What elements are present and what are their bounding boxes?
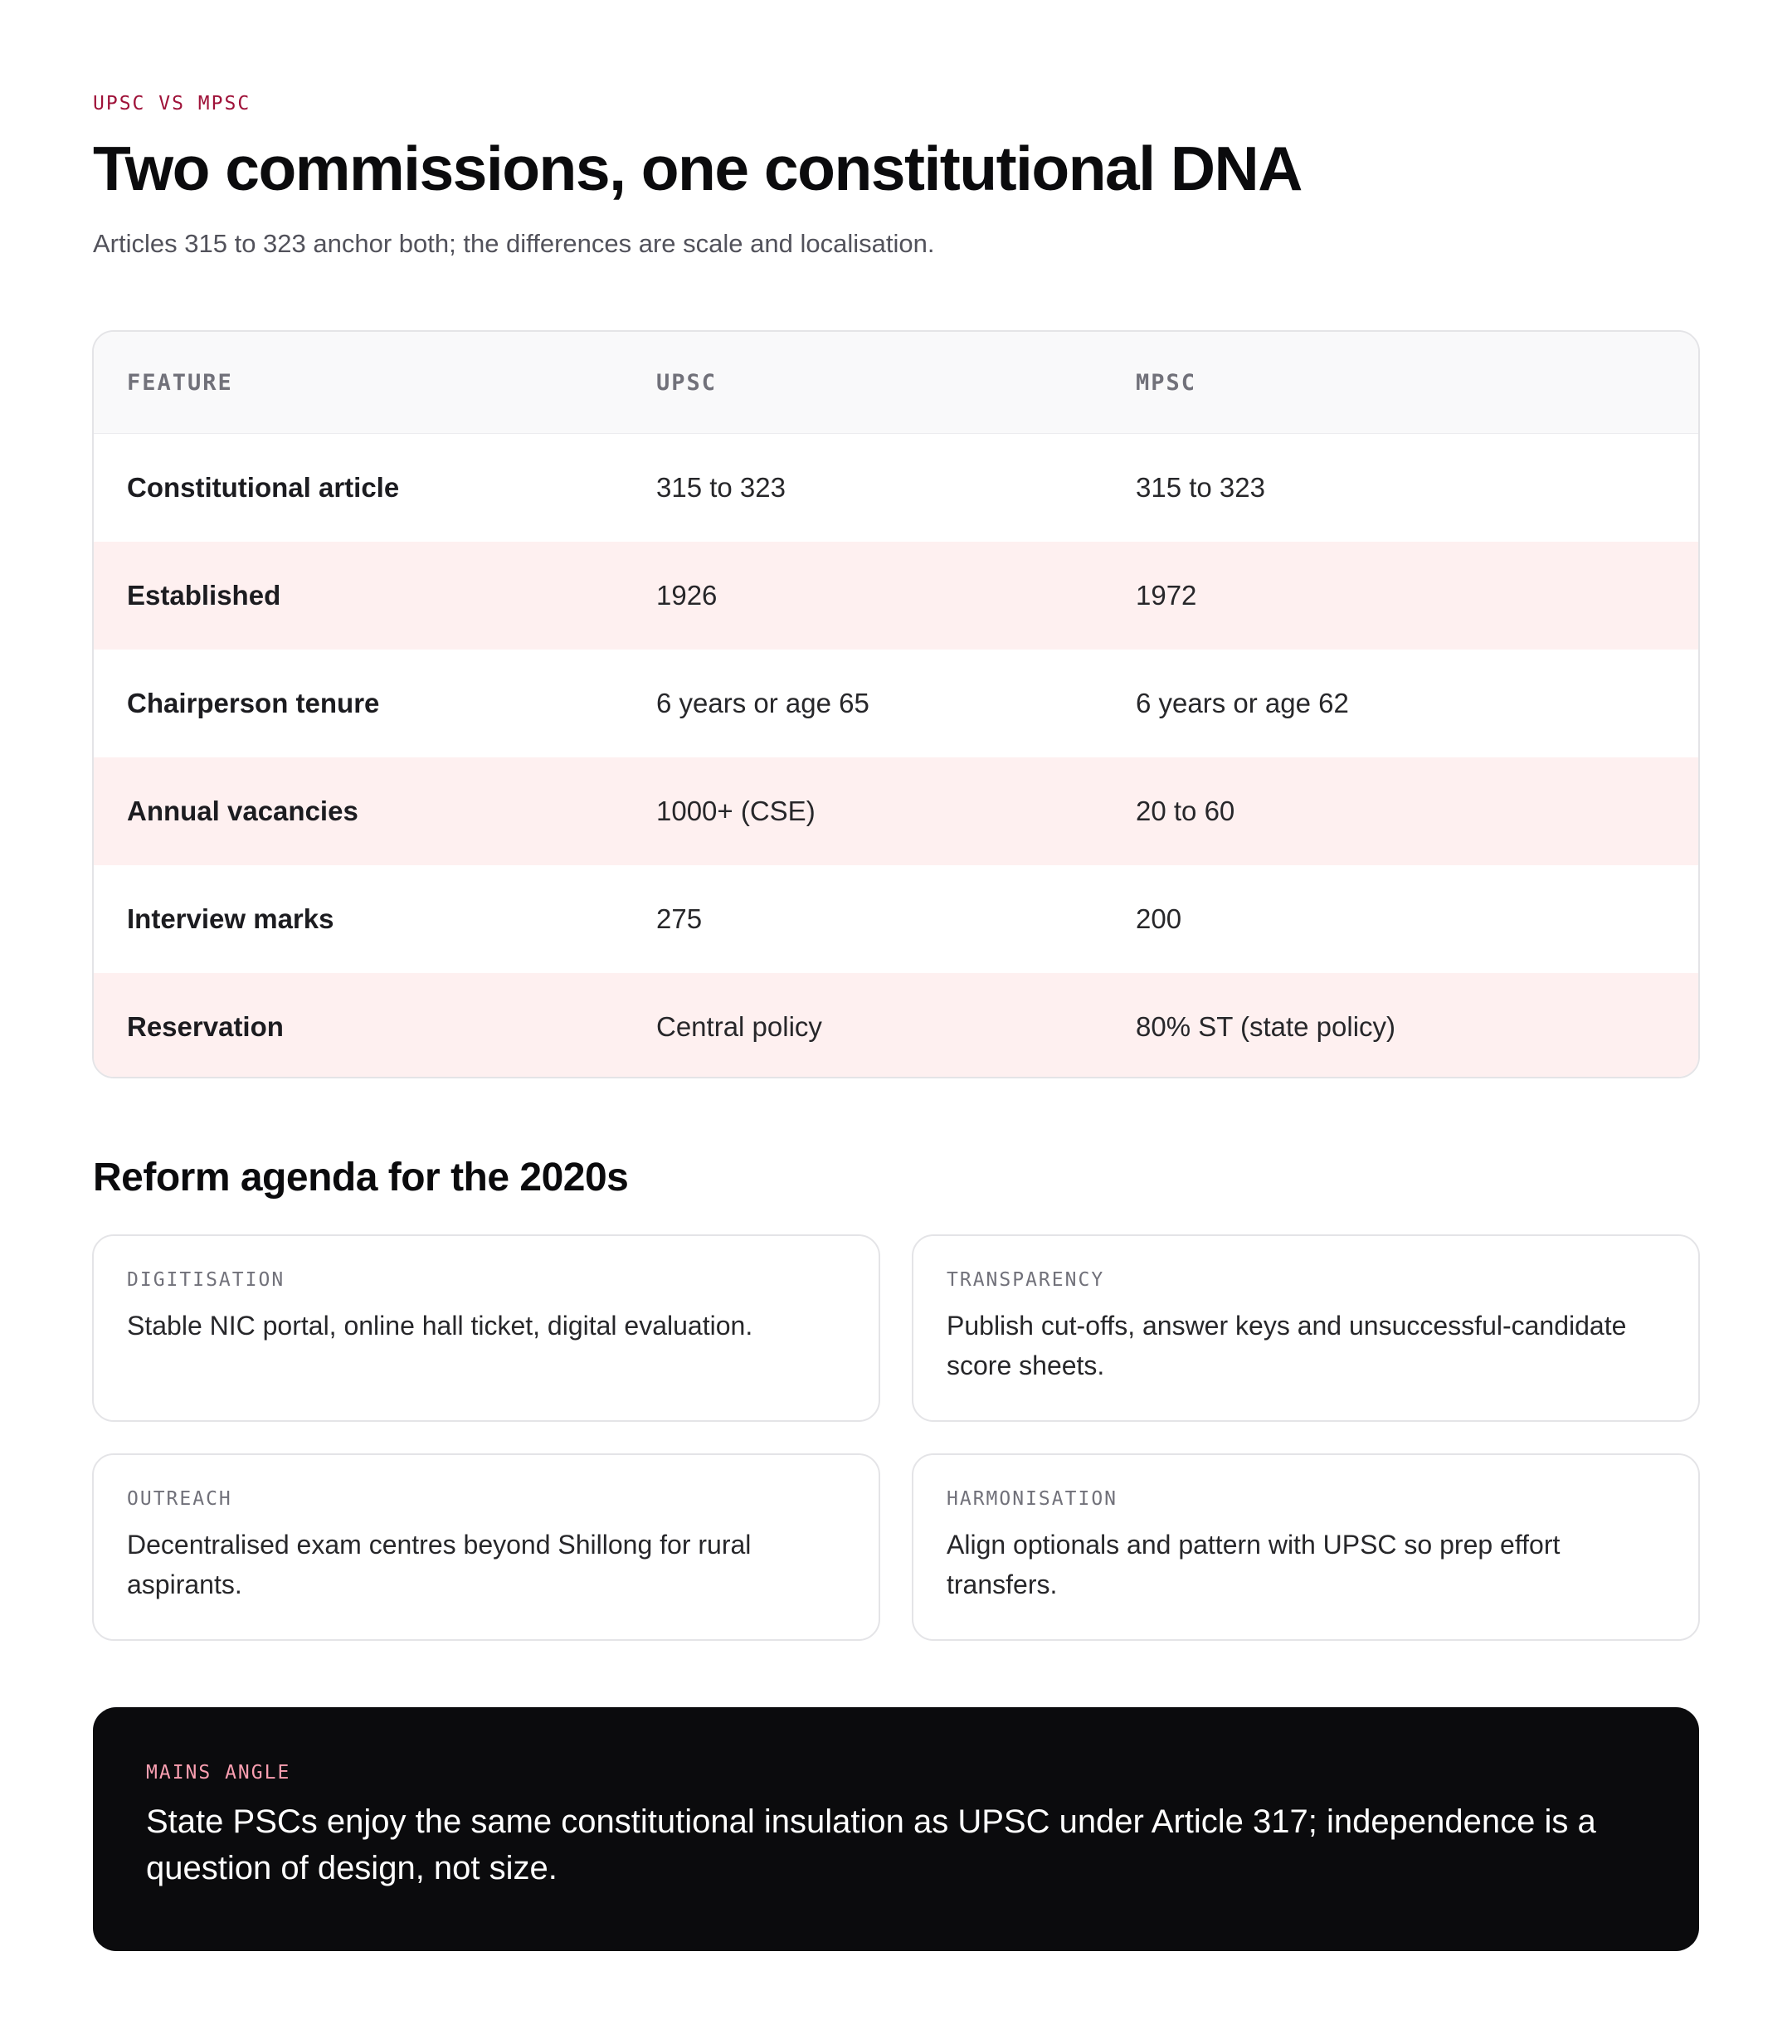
cell-upsc: 6 years or age 65 xyxy=(656,688,869,718)
comparison-table xyxy=(92,330,1700,1078)
eyebrow-label: UPSC VS MPSC xyxy=(93,93,251,114)
page-title: Two commissions, one constitutional DNA xyxy=(93,134,1302,203)
mains-angle-callout xyxy=(93,1707,1699,1951)
card-text: Align optionals and pattern with UPSC so prep effort transfers. xyxy=(947,1530,1561,1599)
page-subtitle: Articles 315 to 323 anchor both; the differences are scale and localisation. xyxy=(93,229,935,258)
cell-mpsc: 80% ST (state policy) xyxy=(1136,1011,1396,1042)
cell-mpsc: 6 years or age 62 xyxy=(1136,688,1349,718)
cell-feature: Interview marks xyxy=(127,903,334,934)
reform-cards-grid xyxy=(92,1234,1700,1641)
table-row xyxy=(94,434,1698,542)
cell-feature: Established xyxy=(127,580,281,611)
card-text: Decentralised exam centres beyond Shillong for rural aspirants. xyxy=(127,1530,752,1599)
cell-upsc: Central policy xyxy=(656,1011,822,1042)
card-label: TRANSPARENCY xyxy=(947,1269,1105,1291)
cell-feature: Annual vacancies xyxy=(127,796,358,826)
table-row xyxy=(94,973,1698,1078)
cell-feature: Chairperson tenure xyxy=(127,688,380,718)
reform-card-harmonisation xyxy=(912,1453,1700,1641)
cell-mpsc: 20 to 60 xyxy=(1136,796,1235,826)
reform-section-title: Reform agenda for the 2020s xyxy=(93,1156,629,1200)
cell-upsc: 1000+ (CSE) xyxy=(656,796,816,826)
callout-label: MAINS ANGLE xyxy=(146,1762,291,1784)
card-label: OUTREACH xyxy=(127,1488,232,1510)
cell-feature: Reservation xyxy=(127,1011,284,1042)
reform-card-outreach xyxy=(92,1453,880,1641)
cell-mpsc: 200 xyxy=(1136,903,1182,934)
card-text: Publish cut-offs, answer keys and unsuccessful-candidate score sheets. xyxy=(947,1311,1627,1380)
cell-mpsc: 1972 xyxy=(1136,580,1197,611)
cell-mpsc: 315 to 323 xyxy=(1136,472,1265,503)
table-row xyxy=(94,650,1698,757)
reform-card-digitisation xyxy=(92,1234,880,1422)
cell-upsc: 275 xyxy=(656,903,703,934)
table-row xyxy=(94,542,1698,650)
reform-card-transparency xyxy=(912,1234,1700,1422)
column-header-mpsc: MPSC xyxy=(1136,369,1197,396)
cell-upsc: 315 to 323 xyxy=(656,472,786,503)
table-row xyxy=(94,757,1698,865)
column-header-upsc: UPSC xyxy=(656,369,718,396)
card-text: Stable NIC portal, online hall ticket, digital evaluation. xyxy=(127,1311,753,1341)
card-label: HARMONISATION xyxy=(947,1488,1118,1510)
cell-feature: Constitutional article xyxy=(127,472,400,503)
column-header-feature: FEATURE xyxy=(127,369,233,396)
card-label: DIGITISATION xyxy=(127,1269,285,1291)
table-row xyxy=(94,865,1698,973)
callout-text: State PSCs enjoy the same constitutional insulation as UPSC under Article 317; independence is a question of design, not size. xyxy=(146,1803,1596,1886)
cell-upsc: 1926 xyxy=(656,580,718,611)
table-header-row xyxy=(94,332,1698,434)
